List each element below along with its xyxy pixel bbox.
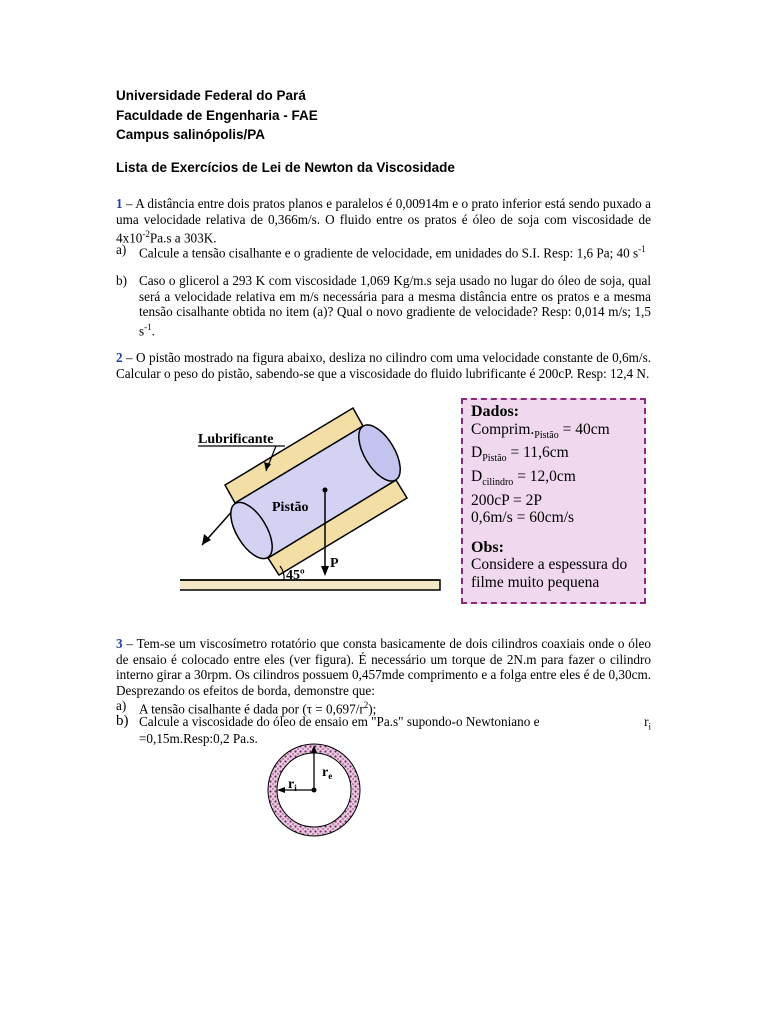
data-box-title: Dados:	[471, 403, 520, 420]
weight-label: P	[330, 556, 339, 571]
piston-figure	[180, 400, 450, 600]
campus-name: Campus salinópolis/PA	[116, 127, 266, 142]
university-name: Universidade Federal do Pará	[116, 88, 306, 103]
faculty-name: Faculdade de Engenharia - FAE	[116, 107, 318, 123]
question-number: 3	[116, 636, 123, 651]
data-piston-diameter: $D_{Pistão} = 11,6cm$	[471, 444, 569, 465]
question-1-item-b: b) Caso o glicerol a 293 K com viscosidade 1,069 Kg/m.s seja usado no lugar do óleo de soja, qual será a velocidade relativa em m/s necessária para a mesma distância entre os pratos e a mesma tensão cisalhante obtida no item (a)? Qual o novo gradiente de velocidade? Resp: 0,014 m/s; 1,5 $s^{-1}$.	[116, 273, 651, 338]
question-3-item-a: a) A tensão cisalhante é dada por $(\tau = 0,697/r^2)$;	[116, 698, 377, 717]
outer-radius-label: $r_e$	[322, 765, 333, 781]
question-1-intro: 1 – A distância entre dois pratos planos e paralelos é 0,00914m e o prato inferior está sendo puxado a uma velocidade relativa de 0,366m/s. O fluido entre os pratos é óleo de soja com viscosidade de $4x10^{-2}Pa.s$ a 303K.	[116, 196, 651, 246]
lubricant-label: Lubrificante	[198, 432, 274, 447]
question-3-text: 3 – Tem-se um viscosímetro rotatório que consta basicamente de dois cilindros coaxiais onde o óleo de ensaio é colocado entre eles (ver figura). É necessário um torque de 2N.m para fazer o cilindro interno girar a 30rpm. Os cilindros possuem 0,457mde comprimento e a folga entre eles é de 0,30cm. Desprezando os efeitos de borda, demonstre que:	[116, 636, 651, 698]
data-cylinder-diameter: $D_{cilindro} = 12,0cm$	[471, 467, 576, 489]
inner-radius-label: $r_i$	[288, 777, 297, 793]
weight-arrow	[321, 566, 329, 576]
data-box	[461, 398, 646, 604]
question-3-item-b: b) Calcule a viscosidade do óleo de ensaio em "Pa.s" supondo-o Newtoniano e $r_i$ =0,15m.Resp:0,2 Pa.s.	[116, 713, 651, 746]
data-length: $Comprim._{Pistão} = 40cm$	[471, 420, 610, 441]
document-header	[116, 86, 318, 145]
ground-surface	[180, 580, 440, 590]
viscometer-figure	[264, 740, 364, 840]
obs-text: Considere a espessura do filme muito pequena	[471, 556, 628, 592]
question-1-item-a: a) Calcule a tensão cisalhante e o gradiente de velocidade, em unidades do S.I. Resp: 1,6 Pa; 40 $s^{-1}$	[116, 242, 646, 261]
question-number: 1	[116, 196, 123, 211]
piston-label: Pistão	[272, 500, 309, 515]
question-number: 2	[116, 350, 123, 365]
obs-title: Obs:	[471, 538, 504, 556]
question-2-text: 2 – O pistão mostrado na figura abaixo, desliza no cilindro com uma velocidade constante de 0,6m/s. Calcular o peso do pistão, sabendo-se que a viscosidade do fluido lubrificante é 200cP. Resp: 12,4 N.	[116, 350, 651, 381]
data-viscosity: 200cP = 2P	[471, 491, 543, 509]
list-title: Lista de Exercícios de Lei de Newton da Viscosidade	[116, 160, 455, 175]
data-velocity: 0,6m/s = 60cm/s	[471, 509, 575, 527]
angle-label: 45º	[286, 568, 305, 583]
